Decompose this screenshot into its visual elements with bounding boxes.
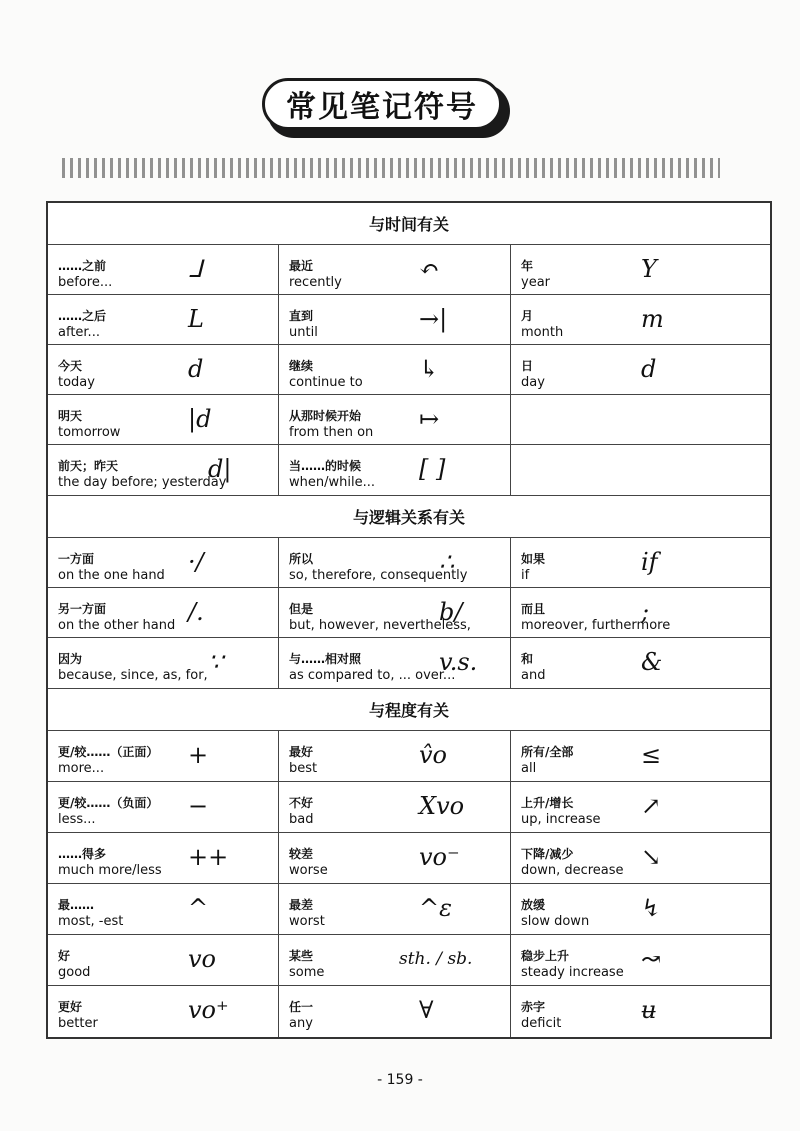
english-label: worse [289,863,328,878]
shorthand-symbol: ∵ [208,648,224,676]
page-title: 常见笔记符号 [286,90,478,125]
symbol-cell [511,245,770,294]
english-label: tomorrow [58,425,121,440]
english-label: but, however, nevertheless, [289,618,471,633]
chinese-label: 最…… [58,898,95,912]
english-label: on the other hand [58,618,176,633]
shorthand-symbol: v̂o [419,741,448,769]
symbol-cell [279,986,511,1037]
section-heading: 与逻辑关系有关 [48,496,770,538]
symbol-cell [48,935,279,985]
symbol-cell [279,935,511,985]
english-label: because, since, as, for, [58,668,208,683]
chinese-label: 前天；昨天 [58,459,119,473]
shorthand-symbol: if [641,548,658,576]
shorthand-symbol: d [188,355,204,383]
table-row [48,588,770,638]
shorthand-symbol: Xvo [419,792,465,820]
english-label: until [289,325,318,340]
english-label: today [58,375,95,390]
english-label: as compared to, ... over... [289,668,456,683]
symbol-cell [279,782,511,832]
shorthand-symbol: ·/ [188,548,204,576]
symbol-cell [279,588,511,637]
shorthand-symbol: [ ] [419,455,446,483]
chinese-label: 从那时候开始 [289,409,362,423]
chinese-label: 所以 [289,552,314,566]
shorthand-symbol: ∴ [439,548,455,576]
shorthand-symbol: sth. / sb. [399,949,473,969]
symbol-cell [279,833,511,883]
table-row [48,986,770,1037]
table-row [48,833,770,884]
english-label: most, -est [58,914,124,929]
chinese-label: 继续 [289,359,314,373]
symbol-cell [279,245,511,294]
english-label: on the one hand [58,568,165,583]
chinese-label: 任一 [289,1000,314,1014]
chinese-label: 不好 [289,796,314,810]
shorthand-symbol: ↶ [419,255,440,283]
shorthand-symbol: ↦ [419,405,440,433]
chinese-label: 年 [521,259,534,273]
symbol-cell [48,731,279,781]
shorthand-symbol: & [641,648,663,676]
symbol-cell [511,538,770,587]
chinese-label: 直到 [289,309,314,323]
symbol-cell [48,638,279,688]
table-row [48,245,770,295]
chinese-label: 赤字 [521,1000,546,1014]
symbol-cell [48,538,279,587]
section-heading: 与时间有关 [48,203,770,245]
symbol-cell [511,782,770,832]
section-heading: 与程度有关 [48,689,770,731]
chinese-label: 但是 [289,602,314,616]
english-label: when/while... [289,475,375,490]
english-label: deficit [521,1016,562,1031]
chinese-label: 更/较……（正面） [58,745,159,759]
shorthand-symbol: d [641,355,657,383]
symbol-cell [511,295,770,344]
english-label: after... [58,325,100,340]
page-number: - 159 - [377,1072,423,1088]
english-label: slow down [521,914,590,929]
symbol-cell [511,445,770,495]
symbol-cell [511,588,770,637]
symbol-cell [48,588,279,637]
symbols-table [46,201,772,1039]
english-label: continue to [289,375,363,390]
table-row [48,935,770,986]
symbol-cell [511,833,770,883]
table-row [48,731,770,782]
english-label: day [521,375,545,390]
shorthand-symbol: ʉ [641,996,657,1024]
chinese-label: 较差 [289,847,314,861]
symbol-cell [48,833,279,883]
chinese-label: 因为 [58,652,83,666]
chinese-label: 某些 [289,949,314,963]
symbol-cell [48,782,279,832]
chinese-label: 今天 [58,359,83,373]
shorthand-symbol: vo⁺ [188,996,229,1024]
chinese-label: 一方面 [58,552,95,566]
symbol-cell [511,986,770,1037]
shorthand-symbol: ∀ [419,996,434,1024]
table-row [48,395,770,445]
shorthand-symbol: ↝ [641,945,662,973]
symbol-cell [48,884,279,934]
shorthand-symbol: ↳ [419,355,440,383]
symbol-cell [279,538,511,587]
shorthand-symbol: /. [188,598,204,626]
chinese-label: 日 [521,359,534,373]
english-label: month [521,325,564,340]
english-label: some [289,965,325,980]
chinese-label: 与……相对照 [289,652,362,666]
symbol-cell [511,638,770,688]
symbol-cell [511,731,770,781]
symbol-cell [279,884,511,934]
english-label: good [58,965,91,980]
english-label: best [289,761,318,776]
table-row [48,445,770,496]
english-label: down, decrease [521,863,624,878]
shorthand-symbol: ≤ [641,741,662,769]
shorthand-symbol: m [641,305,664,333]
shorthand-symbol: ^ [188,894,209,922]
chinese-label: 最好 [289,745,314,759]
english-label: year [521,275,551,290]
english-label: any [289,1016,313,1031]
shorthand-symbol: ++ [188,843,229,871]
symbol-cell [48,345,279,394]
chinese-label: 所有/全部 [521,745,574,759]
english-label: all [521,761,537,776]
english-label: more... [58,761,105,776]
english-label: much more/less [58,863,162,878]
symbol-cell [511,395,770,444]
chinese-label: ……之后 [58,309,107,323]
english-label: so, therefore, consequently [289,568,468,583]
english-label: up, increase [521,812,601,827]
symbol-cell [279,731,511,781]
shorthand-symbol: →| [419,305,448,333]
chinese-label: 另一方面 [58,602,107,616]
english-label: before... [58,275,113,290]
chinese-label: 月 [521,309,534,323]
english-label: better [58,1016,98,1031]
chinese-label: 放缓 [521,898,546,912]
chinese-label: 当……的时候 [289,459,362,473]
english-label: if [521,568,530,583]
english-label: moreover, furthermore [521,618,671,633]
symbol-cell [279,395,511,444]
table-row [48,538,770,588]
chinese-label: 明天 [58,409,83,423]
chinese-label: 更/较……（负面） [58,796,159,810]
english-label: less... [58,812,96,827]
english-label: recently [289,275,342,290]
shorthand-symbol: |d [188,405,212,433]
english-label: bad [289,812,314,827]
symbol-cell [48,986,279,1037]
shorthand-symbol: Y [641,255,657,283]
shorthand-symbol: ^ɛ [419,894,452,922]
chinese-label: 稳步上升 [521,949,570,963]
shorthand-symbol: ; [641,598,650,626]
symbol-cell [48,245,279,294]
chinese-label: 上升/增长 [521,796,574,810]
symbol-cell [279,445,511,495]
symbol-cell [48,295,279,344]
chinese-label: 好 [58,949,71,963]
english-label: steady increase [521,965,624,980]
title-badge [262,78,512,140]
symbol-cell [511,935,770,985]
table-row [48,638,770,689]
symbol-cell [48,445,279,495]
shorthand-symbol: ↯ [641,894,662,922]
table-row [48,884,770,935]
shorthand-symbol: − [188,792,209,820]
chinese-label: 更好 [58,1000,83,1014]
symbol-cell [511,884,770,934]
table-row [48,345,770,395]
english-label: and [521,668,546,683]
shorthand-symbol: L [188,305,204,333]
symbol-cell [48,395,279,444]
chinese-label: ……得多 [58,847,107,861]
shorthand-symbol: b/ [439,598,463,626]
english-label: the day before; yesterday [58,475,227,490]
symbol-cell [511,345,770,394]
chinese-label: 如果 [521,552,546,566]
title-pill [262,78,502,130]
symbol-cell [279,345,511,394]
shorthand-symbol: v.s. [439,648,478,676]
shorthand-symbol: ↗ [641,792,662,820]
symbol-cell [279,295,511,344]
chinese-label: 最差 [289,898,314,912]
chinese-label: 最近 [289,259,314,273]
table-row [48,295,770,345]
shorthand-symbol: + [188,741,209,769]
symbol-cell [279,638,511,688]
english-label: worst [289,914,325,929]
english-label: from then on [289,425,374,440]
decorative-stripes [62,158,720,178]
shorthand-symbol: ↘ [641,843,662,871]
shorthand-symbol: ᒧ [188,255,203,283]
chinese-label: ……之前 [58,259,107,273]
table-row [48,782,770,833]
chinese-label: 下降/减少 [521,847,574,861]
shorthand-symbol: vo⁻ [419,843,460,871]
shorthand-symbol: d| [208,455,232,483]
chinese-label: 而且 [521,602,546,616]
chinese-label: 和 [521,652,534,666]
shorthand-symbol: vo [188,945,217,973]
